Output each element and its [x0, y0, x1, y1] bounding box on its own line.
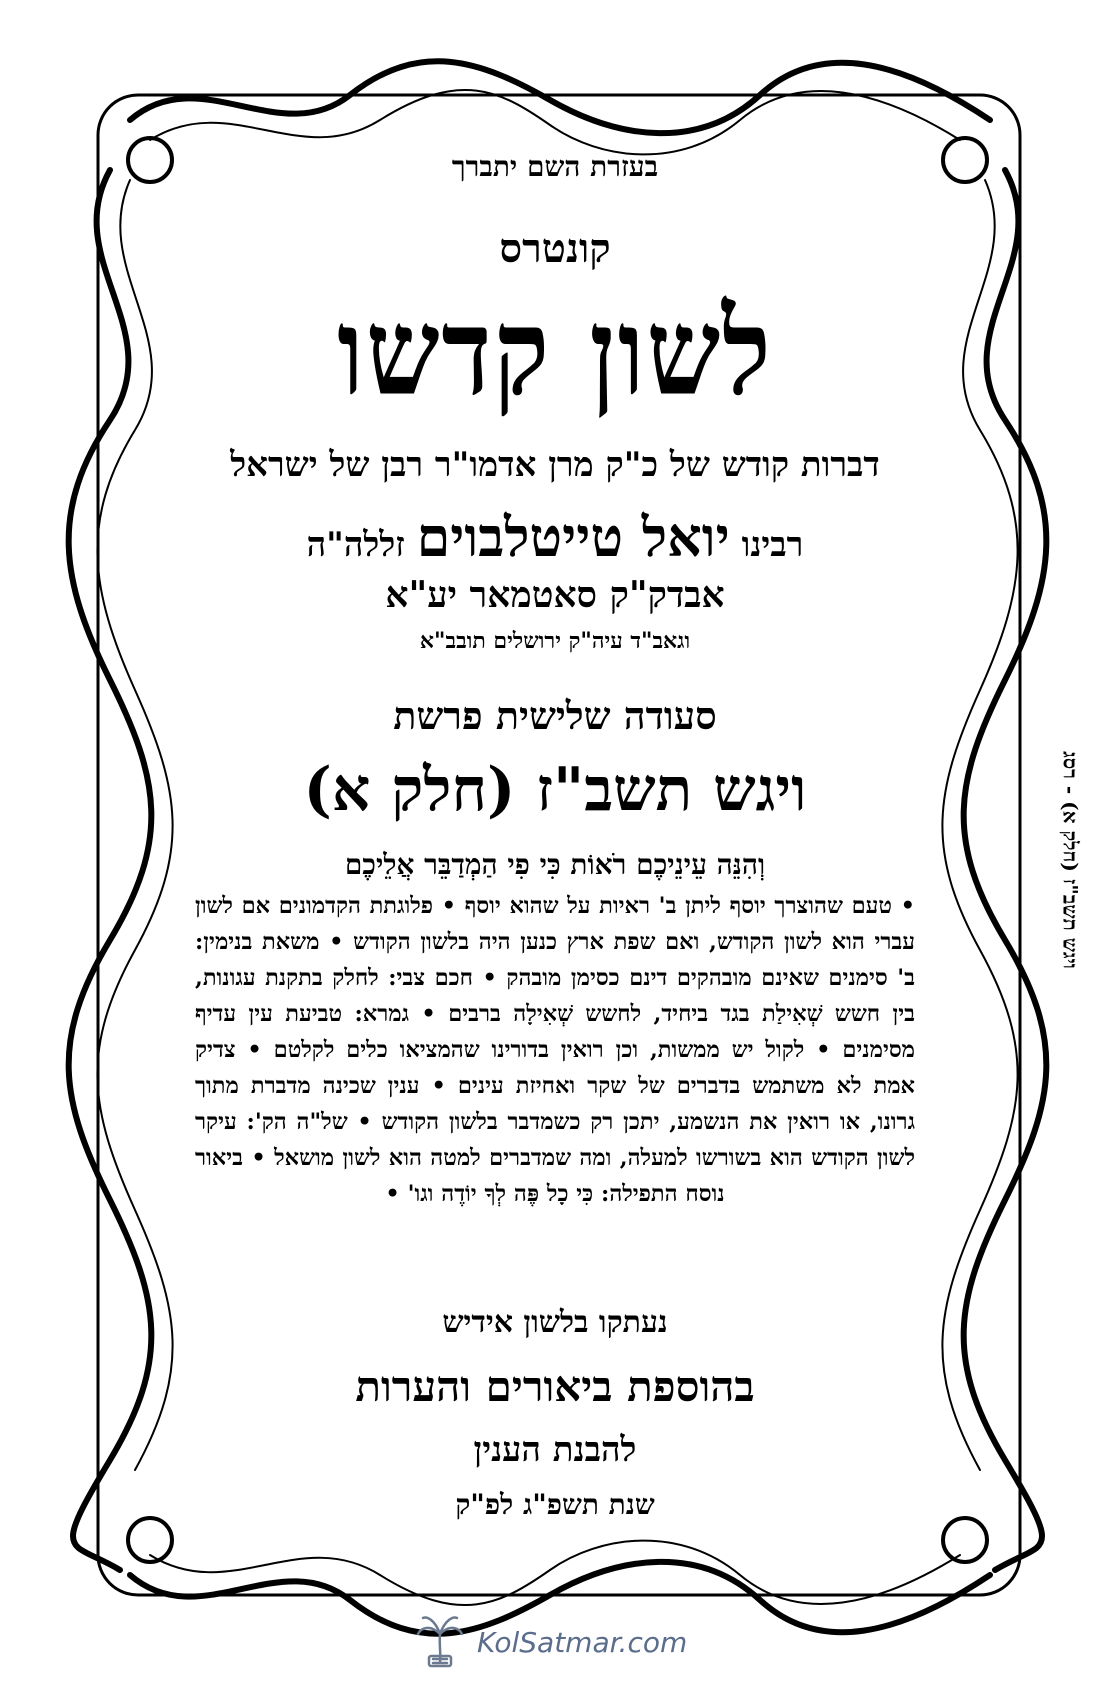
year-line: שנת תשפ"ג לפ"ק	[455, 1488, 655, 1521]
border-right-vine	[964, 170, 1047, 1570]
understanding-note: להבנת הענין	[473, 1430, 637, 1470]
blessing-heading: בעזרת השם יתברך	[451, 150, 659, 183]
topics-summary: • טעם שהוצרך יוסף ליתן ב' ראיות על שהוא יוסף • פלוגתת הקדמונים אם לשון עברי הוא לשון הקודש, ואם שפת ארץ כנען היה בלשון הקודש • משאת בנימין: ב' סימנים שאינם מובהקים דינם כסימן מובהק • חכם צבי: לחלק בתקנת עגונות, בין חשש שְׁאִילַת בגד ביחיד, לחשש שְׁאִילָה ברבים • גמרא: טביעת עין עדיף מסימנים • לקול יש ממשות, וכן רואין בדורינו שהמציאו כלים לקלטם • צדיק אמת לא משתמש בדברים של שקר ואחיזת עינים • ענין שכינה מדברת מתוך גרונו, או רואין את הנשמע, יתכן רק כשמדבר בלשון הקודש • של"ה הק': עיקר לשון הקודש הוא בשורשו למעלה, ומה שמדברים למטה הוא לשון מושאל • ביאור נוסח התפילה: כִּי כָל פֶּה לְךָ יוֹדֶה וגו' •	[195, 893, 915, 1207]
palm-tree-icon	[415, 1612, 465, 1670]
footer-brand: KolSatmar.com	[477, 1626, 688, 1659]
kuntres-label: קונטרס	[499, 225, 611, 272]
attribution-line: דברות קודש של כ"ק מרן אדמו"ר רבן של ישראל	[230, 445, 880, 485]
rebbe-suffix: זללה"ה	[306, 525, 405, 565]
title-page	[140, 0, 970, 1700]
border-left-vine	[69, 170, 152, 1570]
footer-logo[interactable]	[415, 1612, 688, 1672]
additions-note: בהוספת ביאורים והערות	[355, 1362, 755, 1411]
translation-note: נעתקו בלשון אידיש	[442, 1305, 668, 1340]
rebbe-name-line	[140, 505, 970, 569]
side-label-text: ויגש תשב"ז (חלק א) - רסג	[1058, 751, 1083, 969]
rebbe-name: יואל טייטלבוים	[416, 505, 730, 569]
occasion-line: סעודה שלישית פרשת	[393, 693, 717, 738]
abdk-title: אבדק"ק סאטמאר יע"א	[385, 574, 725, 616]
pasuk-quote: וְהִנֵּה עֵינֵיכֶם רֹאוֹת כִּי פִי הַמְדַבֵּר אֲלֵיכֶם	[344, 848, 766, 881]
main-title: לשון קדשו	[337, 280, 773, 423]
parsha-title: ויגש תשב"ז (חלק א)	[303, 755, 807, 825]
rebbe-prefix: רבינו	[741, 525, 804, 565]
vgab-title: וגאב"ד עיה"ק ירושלים תובב"א	[419, 628, 691, 654]
side-page-label	[1040, 751, 1100, 969]
